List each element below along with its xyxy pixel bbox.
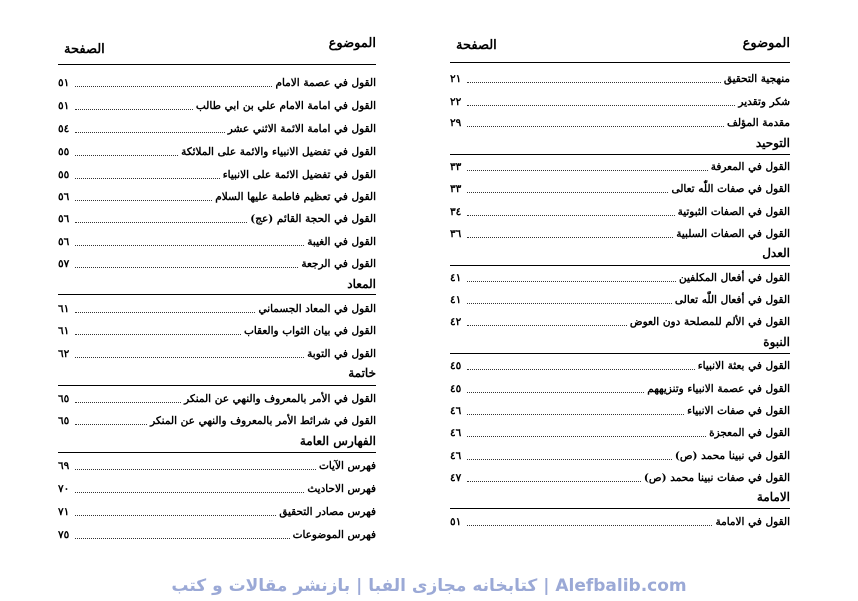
toc-right-header	[450, 36, 790, 58]
section-heading: التوحيد	[755, 136, 790, 150]
toc-entry: منهجية التحقيق ٢١	[450, 73, 790, 85]
section-rule	[58, 385, 376, 386]
toc-entry: القول في عصمة الانبياء وتنزيههم ٤٥	[450, 383, 790, 395]
toc-entry: القول في بيان الثواب والعقاب ٦١	[58, 325, 376, 337]
toc-entry: شكر وتقدير ٢٢	[450, 96, 790, 108]
toc-entry: القول في الألم للمصلحة دون العوض ٤٢	[450, 316, 790, 328]
toc-entry: القول في عصمة الامام ٥١	[58, 77, 376, 89]
toc-entry: القول في الامامة ٥١	[450, 516, 790, 528]
toc-entry: القول في أفعال اللّٰه تعالى ٤١	[450, 294, 790, 306]
section-rule	[450, 154, 790, 155]
toc-entry: فهرس الآيات ٦٩	[58, 460, 376, 472]
section-rule	[450, 265, 790, 266]
section-rule	[58, 452, 376, 453]
toc-entry: القول في الغيبة ٥٦	[58, 236, 376, 248]
watermark-footer: Alefbalib.com | کتابخانه مجازی الفبا | بازنشر مقالات و کتب	[171, 576, 687, 596]
toc-entry: القول في المعرفة ٣٣	[450, 161, 790, 173]
toc-entry: القول في تفضيل الائمة على الانبياء ٥٥	[58, 169, 376, 181]
toc-entry: القول في صفات نبينا محمد (ص) ٤٧	[450, 472, 790, 484]
toc-entry: القول في صفات اللّٰه تعالى ٣٣	[450, 183, 790, 195]
toc-entry: القول في تفضيل الانبياء والائمة على الملائكة ٥٥	[58, 146, 376, 158]
toc-left-column	[58, 0, 376, 560]
toc-entry: فهرس الموضوعات ٧٥	[58, 529, 376, 541]
toc-entry: فهرس الاحاديث ٧٠	[58, 483, 376, 495]
toc-left-header	[58, 36, 376, 58]
toc-entry: القول في امامة الامام علي بن ابي طالب ٥١	[58, 100, 376, 112]
toc-entry: القول في تعظيم فاطمة عليها السلام ٥٦	[58, 191, 376, 203]
toc-entry: القول في الأمر بالمعروف والنهي عن المنكر ٦٥	[58, 393, 376, 405]
toc-entry: القول في صفات الانبياء ٤٦	[450, 405, 790, 417]
toc-right-column	[450, 0, 790, 560]
section-heading: الامامة	[756, 490, 790, 504]
toc-entry: القول في الحجة القائم (عج) ٥٦	[58, 213, 376, 225]
page-column-header: الصفحة	[456, 38, 497, 53]
toc-entry: القول في أفعال المكلفين ٤١	[450, 272, 790, 284]
topic-column-header: الموضوع	[328, 36, 376, 51]
section-heading: المعاد	[347, 277, 376, 291]
toc-entry: القول في التوبة ٦٢	[58, 348, 376, 360]
toc-entry: فهرس مصادر التحقيق ٧١	[58, 506, 376, 518]
toc-entry: القول في المعجزة ٤٦	[450, 427, 790, 439]
toc-entry: القول في الصفات الثبوتية ٣٤	[450, 206, 790, 218]
section-heading: خاتمة	[348, 366, 376, 380]
section-heading: الفهارس العامة	[299, 434, 376, 448]
toc-entry: القول في شرائط الأمر بالمعروف والنهي عن المنكر ٦٥	[58, 415, 376, 427]
toc-entry: القول في المعاد الجسماني ٦١	[58, 303, 376, 315]
header-rule	[450, 62, 790, 63]
section-rule	[58, 294, 376, 295]
toc-entry: القول في الصفات السلبية ٣٦	[450, 228, 790, 240]
section-heading: النبوة	[763, 335, 790, 349]
toc-entry: القول في امامة الائمة الاثني عشر ٥٤	[58, 123, 376, 135]
toc-entry: القول في بعثة الانبياء ٤٥	[450, 360, 790, 372]
page-column-header: الصفحة	[64, 42, 105, 57]
section-rule	[450, 508, 790, 509]
toc-entry: القول في نبينا محمد (ص) ٤٦	[450, 450, 790, 462]
toc-entry: مقدمة المؤلف ٢٩	[450, 117, 790, 129]
topic-column-header: الموضوع	[742, 36, 790, 51]
section-heading: العدل	[762, 246, 790, 260]
header-rule	[58, 64, 376, 65]
toc-entry: القول في الرجعة ٥٧	[58, 258, 376, 270]
section-rule	[450, 353, 790, 354]
